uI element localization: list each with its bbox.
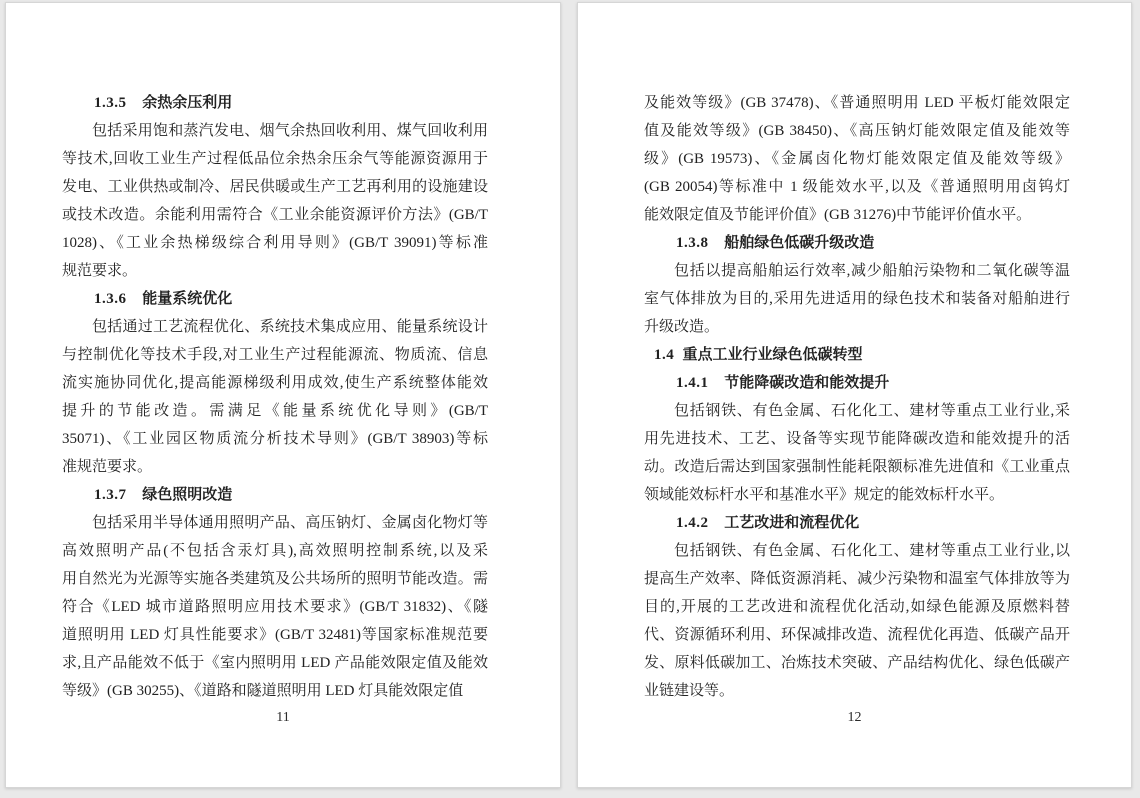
section-number: 1.4.1 (676, 375, 709, 391)
section-number: 1.4.2 (676, 515, 709, 531)
section-heading (62, 481, 488, 509)
section-title: 绿色照明改造 (142, 487, 233, 503)
text-line: 值及能效等级》(GB 38450)、《高压钠灯能效限定值及能效等 (644, 123, 1070, 139)
page-12 (577, 2, 1132, 788)
text-line: 包括通过工艺流程优化、系统技术集成应用、能量系统设计 (92, 319, 488, 335)
section-number: 1.3.5 (94, 95, 127, 111)
text-line: 能效限定值及节能评价值》(GB 31276)中节能评价值水平。 (644, 207, 1032, 223)
text-line: 升级改造。 (644, 319, 720, 335)
paragraph (62, 313, 488, 481)
section-number: 1.3.6 (94, 291, 127, 307)
text-line: 代、资源循环利用、环保减排改造、流程优化再造、低碳产品开 (644, 627, 1070, 643)
text-line: 包括钢铁、有色金属、石化化工、建材等重点工业行业,以 (674, 543, 1070, 559)
text-line: 及能效等级》(GB 37478)、《普通照明用 LED 平板灯能效限定 (644, 95, 1070, 111)
text-line: 发、原料低碳加工、冶炼技术突破、产品结构优化、绿色低碳产 (644, 655, 1070, 671)
page-11-content (62, 89, 488, 705)
section-heading (644, 509, 1070, 537)
text-line: 规范要求。 (62, 263, 138, 279)
text-line: 求,且产品能效不低于《室内照明用 LED 产品能效限定值及能效 (62, 655, 488, 671)
section-title: 余热余压利用 (142, 95, 233, 111)
paragraph (62, 117, 488, 285)
text-line: 室气体排放为目的,采用先进适用的绿色技术和装备对船舶进行 (644, 291, 1070, 307)
paragraph (644, 257, 1070, 341)
section-number: 1.3.8 (676, 235, 709, 251)
section-title: 能量系统优化 (142, 291, 233, 307)
text-line: 道照明用 LED 灯具性能要求》(GB/T 32481)等国家标准规范要 (62, 627, 488, 643)
text-line: 业链建设等。 (644, 683, 735, 699)
text-line: 动。改造后需达到国家强制性能耗限额标准先进值和《工业重点 (644, 459, 1070, 475)
section-heading (62, 285, 488, 313)
text-line: 或技术改造。余能利用需符合《工业余能资源评价方法》(GB/T (62, 207, 488, 223)
section-title: 工艺改进和流程优化 (724, 515, 860, 531)
text-line: 等技术,回收工业生产过程低品位余热余压余气等能源资源用于 (62, 151, 488, 167)
text-line: 包括钢铁、有色金属、石化化工、建材等重点工业行业,采 (674, 403, 1070, 419)
page-12-content (644, 89, 1070, 705)
text-line: 发电、工业供热或制冷、居民供暖或生产工艺再利用的设施建设 (62, 179, 488, 195)
page-11 (5, 2, 561, 788)
text-line: 领域能效标杆水平和基准水平》规定的能效标杆水平。 (644, 487, 1005, 503)
text-line: 用自然光为光源等实施各类建筑及公共场所的照明节能改造。需 (62, 571, 488, 587)
text-line: 提高生产效率、降低资源消耗、减少污染物和温室气体排放等为 (644, 571, 1070, 587)
section-heading (644, 341, 1070, 369)
section-heading (644, 229, 1070, 257)
text-line: 用先进技术、工艺、设备等实现节能降碳改造和能效提升的活 (644, 431, 1070, 447)
text-line: 高效照明产品(不包括含汞灯具),高效照明控制系统,以及采 (62, 543, 488, 559)
section-title: 船舶绿色低碳升级改造 (724, 235, 875, 251)
text-line: 包括采用半导体通用照明产品、高压钠灯、金属卤化物灯等 (92, 515, 488, 531)
paragraph (62, 509, 488, 705)
text-line: 包括采用饱和蒸汽发电、烟气余热回收利用、煤气回收利用 (92, 123, 488, 139)
text-line: 等级》(GB 30255)、《道路和隧道照明用 LED 灯具能效限定值 (62, 683, 464, 699)
text-line: 目的,开展的工艺改进和流程优化活动,如绿色能源及原燃料替 (644, 599, 1070, 615)
page-number: 12 (847, 710, 862, 725)
text-line: 符合《LED 城市道路照明应用技术要求》(GB/T 31832)、《隧 (62, 599, 488, 615)
paragraph (644, 537, 1070, 705)
page-number: 11 (276, 710, 290, 725)
text-line: 准规范要求。 (62, 459, 153, 475)
text-line: (GB 20054)等标准中 1 级能效水平,以及《普通照明用卤钨灯 (644, 179, 1070, 195)
section-number: 1.4 (654, 347, 675, 363)
paragraph (644, 89, 1070, 229)
text-line: 与控制优化等技术手段,对工业生产过程能源流、物质流、信息 (62, 347, 488, 363)
text-line: 35071)、《工业园区物质流分析技术导则》(GB/T 38903)等标 (62, 431, 488, 447)
text-line: 提升的节能改造。需满足《能量系统优化导则》(GB/T (62, 403, 488, 419)
section-title: 重点工业行业绿色低碳转型 (682, 347, 863, 363)
section-heading (62, 89, 488, 117)
section-number: 1.3.7 (94, 487, 127, 503)
section-heading (644, 369, 1070, 397)
text-line: 包括以提高船舶运行效率,减少船舶污染物和二氧化碳等温 (674, 263, 1070, 279)
text-line: 流实施协同优化,提高能源梯级利用成效,使生产系统整体能效 (62, 375, 488, 391)
text-line: 1028)、《工业余热梯级综合利用导则》(GB/T 39091)等标准 (62, 235, 488, 251)
paragraph (644, 397, 1070, 509)
section-title: 节能降碳改造和能效提升 (724, 375, 890, 391)
text-line: 级》(GB 19573)、《金属卤化物灯能效限定值及能效等级》 (644, 151, 1070, 167)
